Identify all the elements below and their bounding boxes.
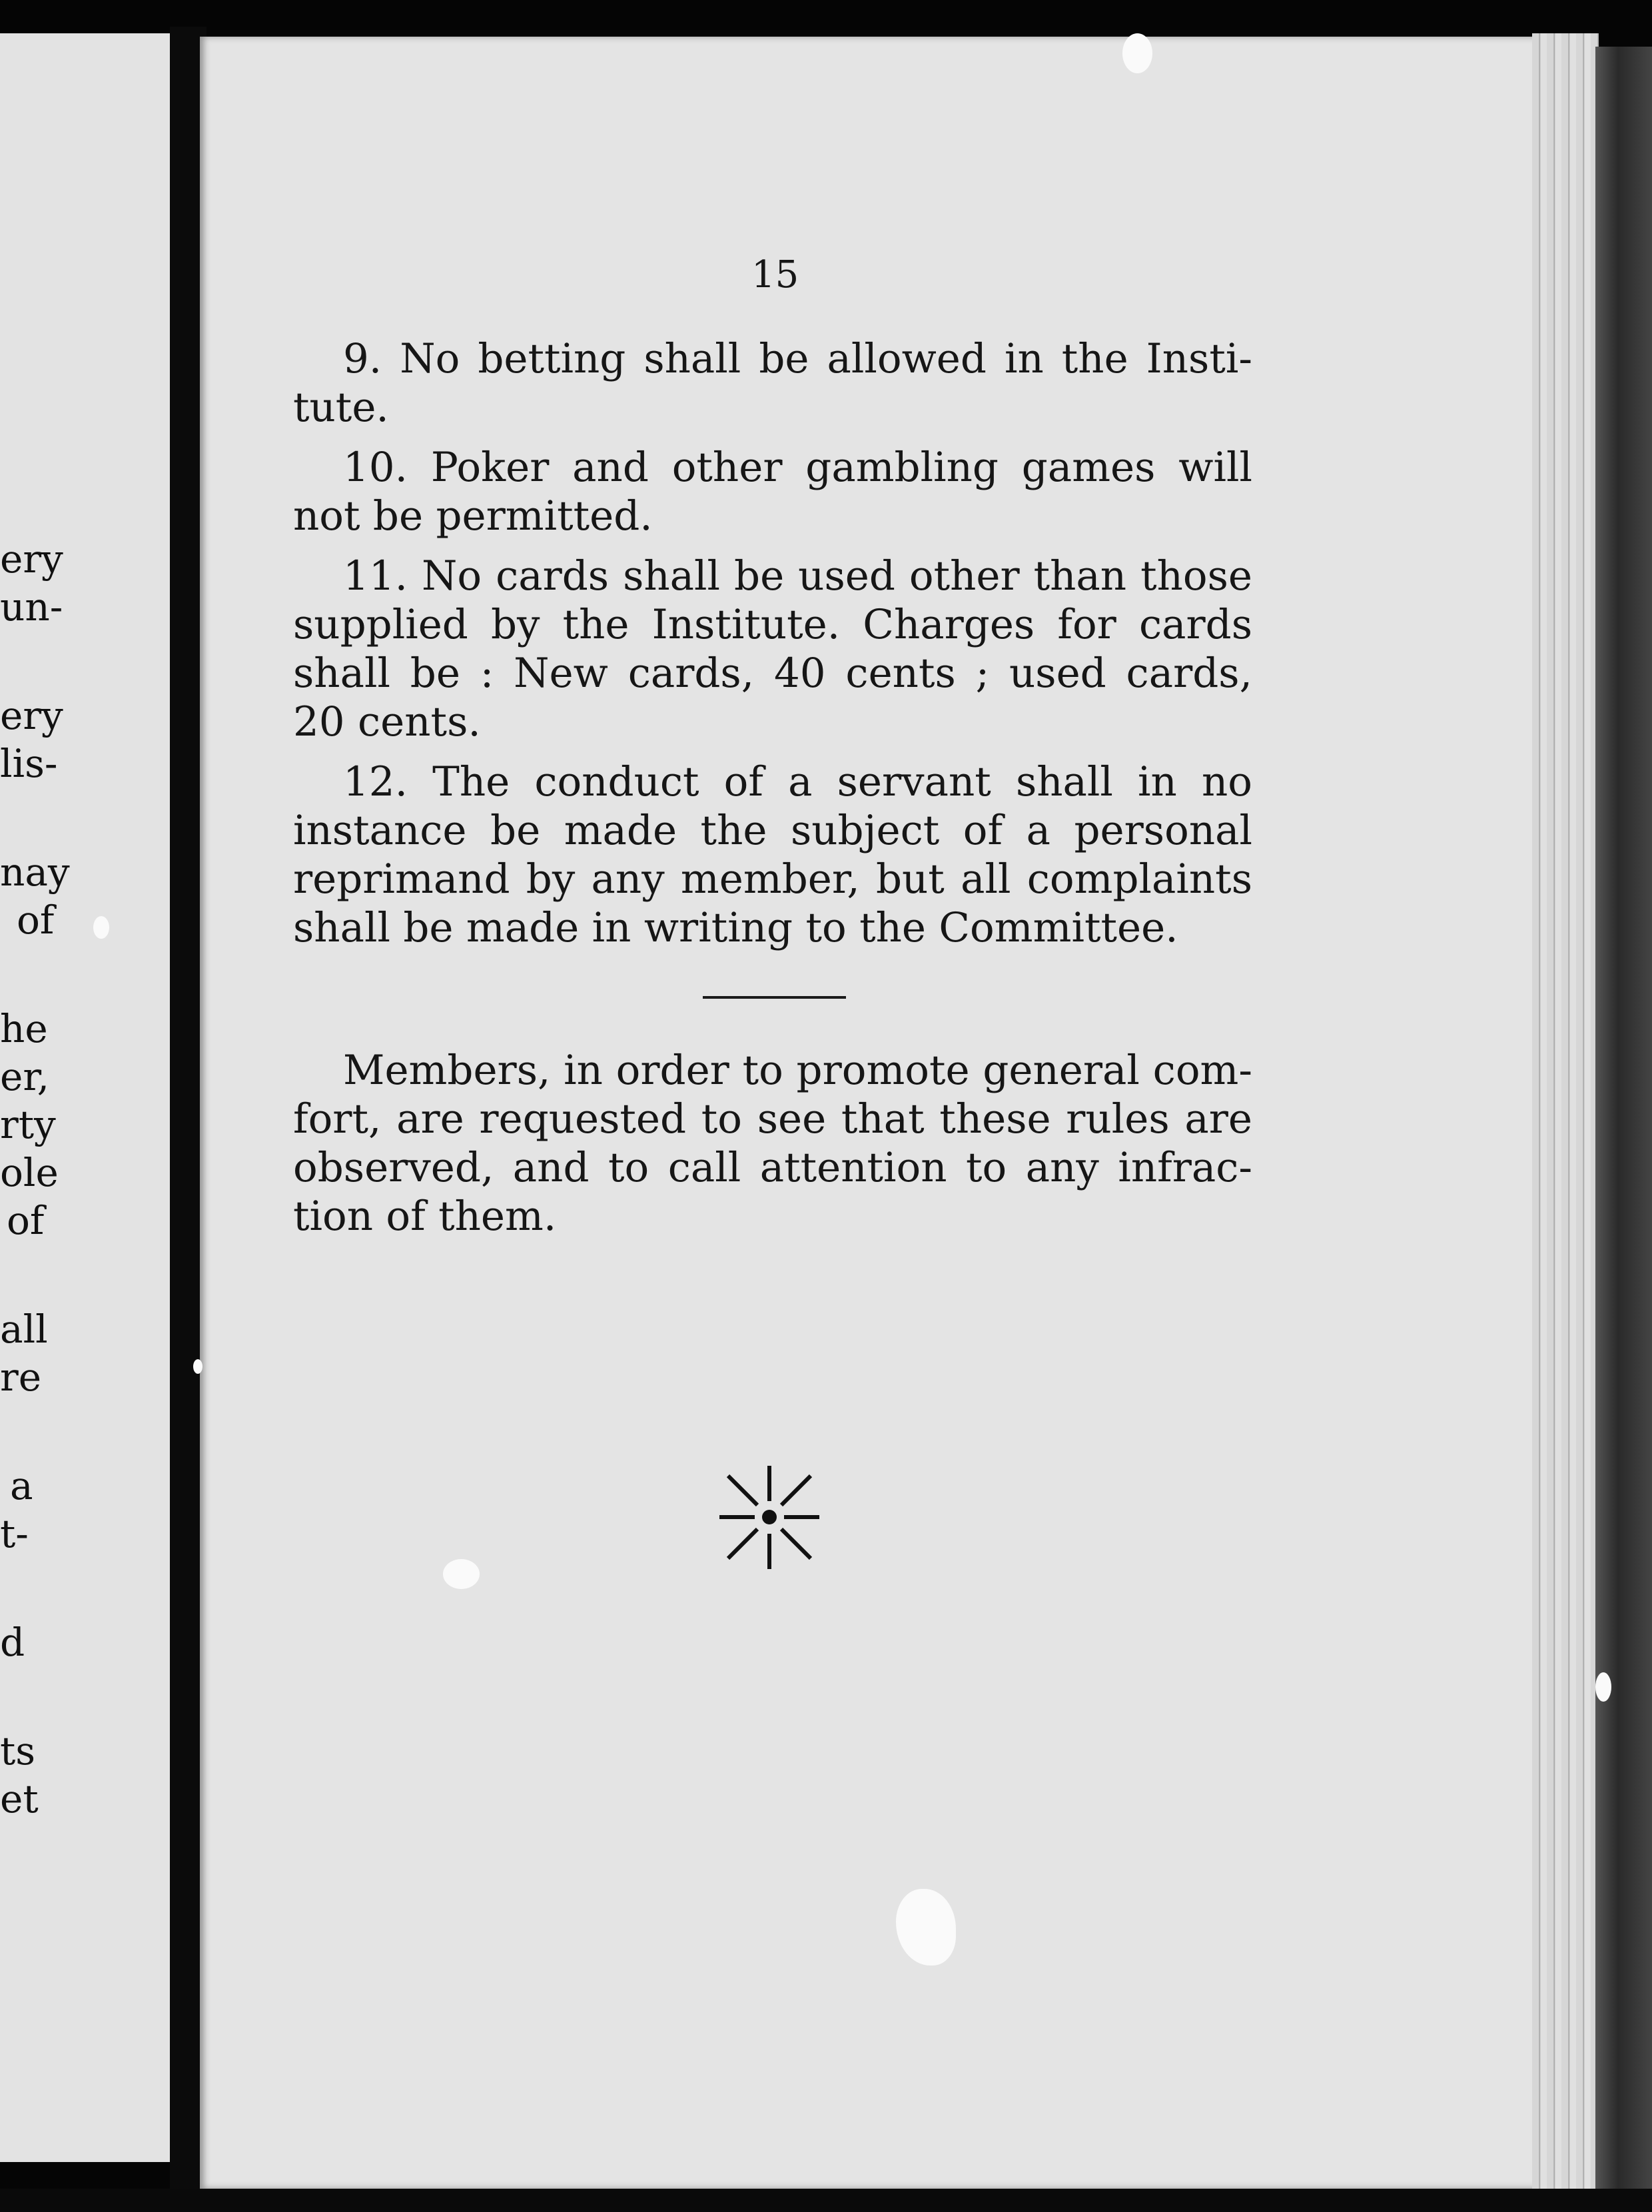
book-cover-edge: [1595, 47, 1652, 2192]
rule-10-line-1: 10. Poker and other gambling games will: [343, 444, 1252, 491]
facing-page-left: [0, 33, 170, 2162]
rule-12-line-2: instance be made the subject of a personal: [293, 807, 1252, 854]
facing-page-fragment: of: [17, 897, 55, 943]
closing-note-line-3: observed, and to call attention to any infrac-: [293, 1144, 1252, 1191]
rule-12-line-4: shall be made in writing to the Committee.: [293, 904, 1178, 951]
closing-note-line-1: Members, in order to promote general com-: [343, 1047, 1252, 1094]
facing-page-fragment: of: [7, 1198, 45, 1243]
page-number: 15: [751, 253, 799, 296]
rule-11-line-1: 11. No cards shall be used other than those: [343, 552, 1252, 600]
facing-page-fragment: rty: [0, 1102, 56, 1147]
facing-page-fragment: all: [0, 1307, 48, 1352]
scan-speck: [1595, 1672, 1611, 1702]
facing-page-fragment: ts: [0, 1728, 36, 1774]
scan-speck: [93, 916, 109, 939]
scan-speck: [443, 1559, 480, 1589]
facing-page-fragment: t-: [0, 1511, 29, 1556]
rule-9-line-1: 9. No betting shall be allowed in the Insti-: [343, 335, 1252, 382]
facing-page-fragment: un-: [0, 584, 63, 630]
rule-11-line-3: shall be : New cards, 40 cents ; used cards,: [293, 650, 1252, 697]
rule-11-line-2: supplied by the Institute. Charges for cards: [293, 601, 1252, 648]
rule-12-line-3: reprimand by any member, but all complaints: [293, 855, 1252, 903]
facing-page-fragment: ery: [0, 536, 63, 582]
facing-page-fragment: er,: [0, 1054, 50, 1099]
facing-page-fragment: d: [0, 1620, 25, 1665]
rule-9-line-2: tute.: [293, 384, 389, 431]
closing-note-line-4: tion of them.: [293, 1193, 557, 1240]
rule-12-line-1: 12. The conduct of a servant shall in no: [343, 758, 1252, 806]
scan-border: [0, 2189, 1652, 2212]
asterisk-burst-ornament-icon: [716, 1462, 823, 1572]
section-divider: [703, 996, 846, 999]
rule-11-line-4: 20 cents.: [293, 698, 481, 746]
facing-page-fragment: ery: [0, 693, 63, 738]
facing-page-fragment: re: [0, 1355, 42, 1400]
facing-page-fragment: he: [0, 1006, 48, 1051]
facing-page-fragment: a: [10, 1463, 33, 1508]
facing-page-fragment: et: [0, 1776, 39, 1822]
rule-10-line-2: not be permitted.: [293, 492, 653, 540]
facing-page-fragment: ole: [0, 1150, 59, 1195]
facing-page-fragment: nay: [0, 849, 70, 895]
closing-note-line-2: fort, are requested to see that these rules are: [293, 1095, 1252, 1143]
scan-speck: [193, 1359, 203, 1374]
scan-speck: [1122, 33, 1152, 73]
facing-page-fragment: lis-: [0, 741, 58, 786]
page-edges: [1532, 33, 1599, 2192]
